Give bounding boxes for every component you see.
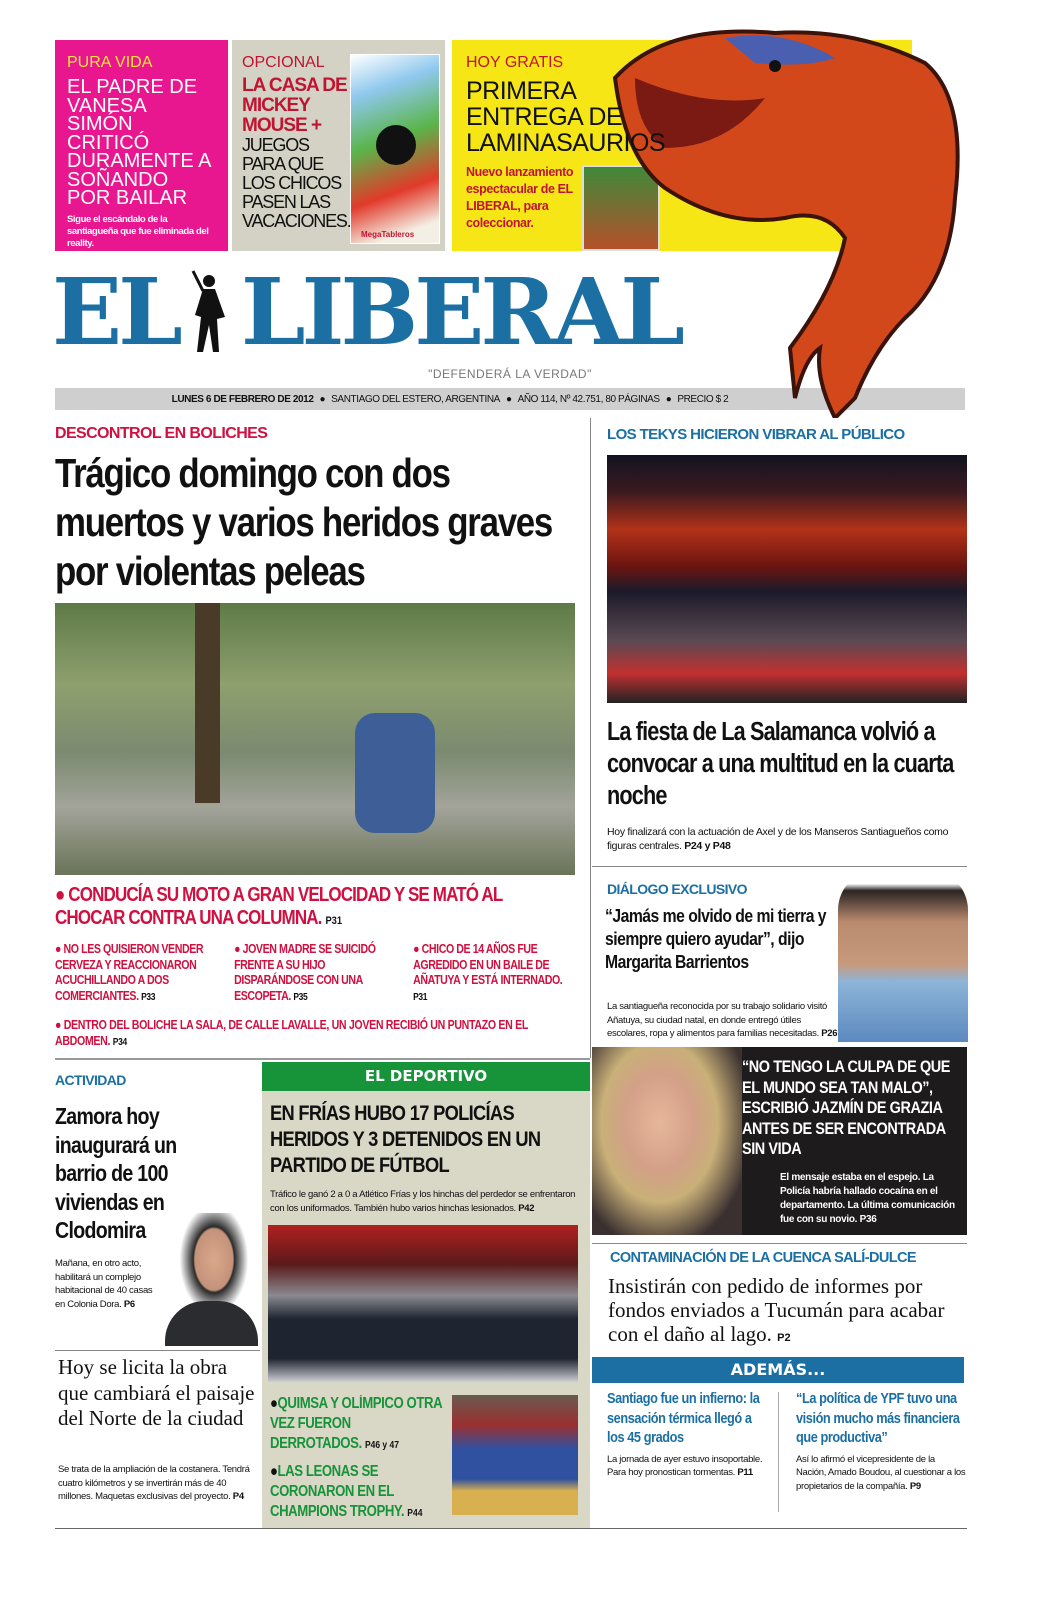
promo-kicker: OPCIONAL	[242, 54, 325, 71]
divider	[55, 1058, 590, 1060]
bottom-rule	[55, 1528, 967, 1529]
ademas-text: La jornada de ayer estuvo insoportable. Para hoy pronostican tormentas. P11	[607, 1453, 763, 1478]
police-photo	[268, 1225, 578, 1382]
issue-location: SANTIAGO DEL ESTERO, ARGENTINA	[331, 393, 500, 405]
lead-photo	[55, 603, 575, 875]
margarita-photo	[838, 870, 968, 1042]
contaminacion-kicker: CONTAMINACIÓN DE LA CUENCA SALÍ-DULCE	[610, 1250, 916, 1266]
lead-bullet[interactable]: ● JOVEN MADRE SE SUICIDÓ FRENTE A SU HIJO DISPARÁNDOSE CON UNA ESCOPETA. P35	[234, 942, 376, 1003]
basketball-photo	[452, 1395, 578, 1515]
tekys-headline[interactable]: La fiesta de La Salamanca volvió a convocar a una multitud en la cuarta noche	[607, 718, 954, 810]
tekys-kicker: LOS TEKYS HICIERON VIBRAR AL PÚBLICO	[607, 426, 905, 443]
lead-headline[interactable]: Trágico domingo con dos muertos y varios heridos graves por violentas peleas	[55, 450, 553, 594]
lead-bullet[interactable]: ● NO LES QUISIERON VENDER CERVEZA Y REACCIONARON ACUCHILLANDO A DOS COMERCIANTES. P33	[55, 942, 204, 1003]
issue-number: AÑO 114, Nº 42.751, 80 PÁGINAS	[517, 393, 660, 405]
logo-el: EL	[52, 258, 179, 366]
promo-kicker: PURA VIDA	[67, 54, 153, 71]
ademas-headline: “La política de YPF tuvo una visión mucho más financiera que productiva”	[796, 1390, 960, 1446]
bullet-text: CONDUCÍA SU MOTO A GRAN VELOCIDAD Y SE MATÓ AL CHOCAR CONTRA UNA COLUMNA.	[55, 884, 503, 929]
tekys-text: Hoy finalizará con la actuación de Axel y de los Manseros Santiagueños como figuras centrales. P24 y P48	[607, 826, 949, 852]
date-bar: LUNES 6 DE FEBRERO DE 2012 ● SANTIAGO DEL ESTERO, ARGENTINA ● AÑO 114, Nº 42.751, 80 PÁGINAS ● PRECIO $ 2	[55, 388, 965, 410]
ademas-item[interactable]	[607, 1389, 767, 1480]
slogan: "DEFENDERÁ LA VERDAD"	[428, 367, 592, 381]
page-ref: P31	[325, 915, 343, 927]
divider	[592, 866, 967, 867]
actividad-text: Mañana, en otro acto, habilitará un complejo habitacional de 40 casas en Colonia Dora. P6	[55, 1258, 153, 1310]
divider	[592, 1243, 967, 1244]
licita-headline[interactable]: Hoy se licita la obra que cambiará el paisaje del Norte de la ciudad	[58, 1355, 255, 1430]
lead-bullets	[55, 942, 575, 1005]
column-divider	[590, 418, 591, 1058]
promo-text: JUEGOS PARA QUE LOS CHICOS PASEN LAS VACACIONES.	[242, 135, 351, 231]
promo-headline: LA CASA DE MICKEY MOUSE +	[242, 75, 347, 136]
dialogo-headline[interactable]: “Jamás me olvido de mi tierra y siempre quiero ayudar”, dijo Margarita Barrientos	[605, 905, 827, 972]
actividad-kicker: ACTIVIDAD	[55, 1072, 126, 1088]
deportivo-bullet[interactable]: ●LAS LEONAS SE CORONARON EN EL CHAMPIONS TROPHY. P44	[270, 1463, 423, 1520]
ademas-divider	[778, 1392, 779, 1512]
issue-date: LUNES 6 DE FEBRERO DE 2012	[171, 393, 314, 405]
mickey-icon	[376, 125, 416, 165]
deportivo-header[interactable]: EL DEPORTIVO	[262, 1062, 590, 1091]
ademas-headline: Santiago fue un infierno: la sensación térmica llegó a los 45 grados	[607, 1390, 760, 1446]
ademas-text: Así lo afirmó el vicepresidente de la Nación, Amado Boudou, al cuestionar a los propietarios de la compañía. P9	[796, 1453, 966, 1492]
lead-last-bullet[interactable]: ● DENTRO DEL BOLICHE LA SALA, DE CALLE LAVALLE, UN JOVEN RECIBIÓ UN PUNTAZO EN EL ABDOMEN. P34	[55, 1018, 528, 1048]
lead-bullet[interactable]: ● CHICO DE 14 AÑOS FUE AGREDIDO EN UN BAILE DE AÑATUYA Y ESTÁ INTERNADO. P31	[413, 942, 563, 1003]
liberty-figure-icon	[185, 267, 235, 357]
concert-photo	[607, 455, 967, 703]
product-label: MegaTableros	[361, 230, 415, 239]
contaminacion-headline[interactable]: Insistirán con pedido de informes por fondos enviados a Tucumán para acabar con el daño al lago. P2	[608, 1274, 945, 1346]
mickey-product-image	[350, 54, 440, 244]
jazmin-headline: “NO TENGO LA CULPA DE QUE EL MUNDO SEA TAN MALO”, ESCRIBIÓ JAZMÍN DE GRAZIA ANTES DE SER ENCONTRADA SIN VIDA	[742, 1057, 951, 1158]
issue-price: PRECIO $ 2	[677, 393, 729, 405]
deportivo-headline[interactable]: EN FRÍAS HUBO 17 POLICÍAS HERIDOS Y 3 DETENIDOS EN UN PARTIDO DE FÚTBOL	[270, 1101, 541, 1177]
divider	[55, 1350, 260, 1351]
actividad-headline[interactable]: Zamora hoy inaugurará un barrio de 100 viviendas en Clodomira	[55, 1103, 177, 1243]
ademas-bar: ADEMÁS...	[592, 1357, 964, 1383]
promo-pura-vida[interactable]	[55, 40, 228, 251]
lead-main-bullet[interactable]: ● CONDUCÍA SU MOTO A GRAN VELOCIDAD Y SE MATÓ AL CHOCAR CONTRA UNA COLUMNA. P31	[55, 884, 503, 929]
jazmin-text: El mensaje estaba en el espejo. La Policía habría hallado cocaína en el departamento. La última comunicación fue con su novio. P36	[780, 1172, 955, 1225]
dialogo-kicker: DIÁLOGO EXCLUSIVO	[607, 881, 747, 897]
ademas-item[interactable]	[796, 1389, 966, 1493]
promo-headline: EL PADRE DE VANESA SIMÓN CRITICÓ DURAMENTE A SOÑANDO POR BAILAR	[67, 76, 211, 209]
promo-mickey[interactable]	[232, 40, 445, 251]
deportivo-text: Tráfico le ganó 2 a 0 a Atlético Frías y los hinchas del perdedor se enfrentaron con los uniformados. También hubo varios hinchas lesionados. P42	[270, 1189, 576, 1214]
promo-kicker: HOY GRATIS	[466, 54, 564, 71]
logo-liberal: LIBERAL	[240, 258, 681, 366]
deportivo-bullet[interactable]: ●QUIMSA Y OLÍMPICO OTRA VEZ FUERON DERROTADOS. P46 y 47	[270, 1395, 442, 1452]
jazmin-photo	[592, 1047, 742, 1235]
promo-headline: PRIMERA ENTREGA DE LAMINASAURIOS	[466, 77, 666, 157]
jazmin-box[interactable]	[592, 1047, 967, 1235]
promo-text: Nuevo lanzamiento espectacular de EL LIBERAL, para coleccionar.	[466, 165, 574, 230]
dialogo-text: La santiagueña reconocida por su trabajo solidario visitó Añatuya, su ciudad natal, en donde entregó útiles escolares, ropa y alimentos para familias necesitadas. P26	[607, 1001, 838, 1039]
lead-kicker: DESCONTROL EN BOLICHES	[55, 425, 268, 442]
licita-text: Se trata de la ampliación de la costanera. Tendrá cuatro kilómetros y se invertirán más de 40 millones. Maquetas exclusivas del proyecto. P4	[58, 1464, 250, 1502]
promo-text: Sigue el escándalo de la santiagueña que fue eliminada del reality.	[67, 213, 209, 249]
